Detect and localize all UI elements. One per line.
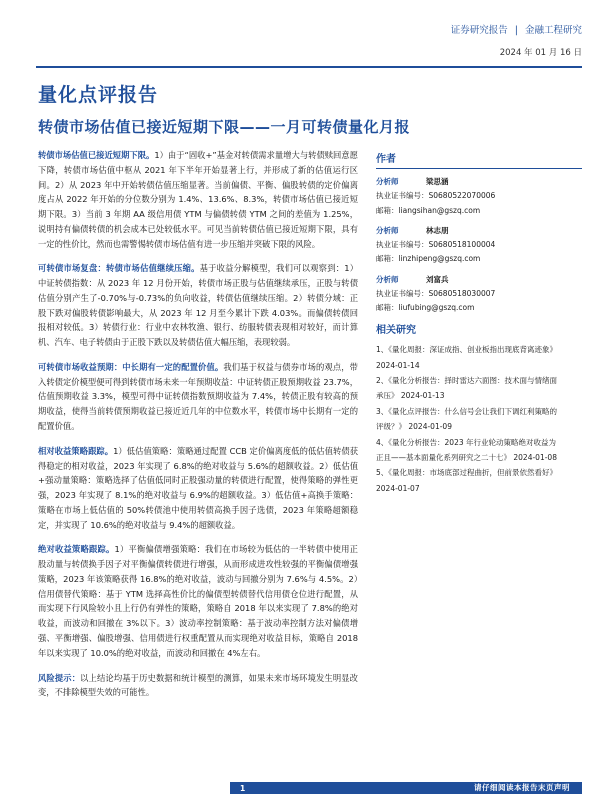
- analyst-card: [376, 175, 582, 218]
- sidebar: [376, 150, 582, 496]
- header-category-research: 证券研究报告: [450, 25, 508, 36]
- email-label: 邮箱：: [376, 205, 399, 215]
- analyst-license: S0680518100004: [428, 240, 496, 249]
- paragraph-valuation: [38, 148, 358, 251]
- analyst-email-row: [376, 252, 582, 266]
- related-research-item[interactable]: 2、《量化分析报告：择时雷达六面图：技术面与情绪面: [376, 376, 558, 385]
- header-categories: [447, 22, 582, 36]
- email-label: 邮箱：: [376, 303, 399, 312]
- related-research-heading: 相关研究: [376, 325, 416, 337]
- analyst-license-row: [376, 287, 582, 301]
- paragraph-risk-warning: [38, 671, 358, 701]
- paragraph-lead: 转债市场估值已接近短期下限。: [38, 150, 155, 160]
- analyst-license-row: [376, 189, 582, 203]
- license-label: 执业证书编号：: [376, 240, 429, 249]
- related-research-item: 正且——基本面量化系列研究之二十七》 2024-01-08: [376, 452, 557, 462]
- paragraph-text: 基于收益分解模型，我们可以观察到：1）中证转债指数：从 2023 年 12 月份开始，转债市场正股与估值继续承压，正股与转债估值分别产生了-0.70%与-0.73%的负向收益，转债估值继续压缩。2）转债分域：正股下跌对偏股转债影响最大，从 2023 年 12 月至今累计下跌 4.03%。而偏债转债回报相对较低。3）转债行业：行业中农林牧渔、银行、纺服转债表现相对较好，而计算机、汽车、电子转债由于正股下跌以及转债估值大幅压缩，表现较弱。: [38, 263, 358, 348]
- report-type: 量化点评报告: [38, 84, 159, 106]
- paragraph-text: 1）低估值策略：策略通过配置 CCB 定价偏离度低的低估值转债获得稳定的相对收益，2023 年实现了 6.8%的绝对收益与 5.6%的超额收益。2）低估值+强动量策略：策略选择了估值低同时正股强动量的转债进行配置，使得策略的弹性更强，2023 年实现了 8.1%的绝对收益与 6.9%的超额收益。3）低估值+高换手策略：策略在市场上低估值的 50%转债池中使用转债高换手因子选债，2023 年策略超额稳定，并实现了 10.6%的绝对收益与 9.4%的超额收益。: [38, 445, 358, 530]
- analyst-email: liangsihan@gszq.com: [398, 205, 481, 215]
- analyst-card: [376, 273, 582, 316]
- paragraph-text: 我们基于权益与债券市场的观点，带入转债定价模型便可得到转债市场未来一年预期收益：中证转债正股预期收益 23.7%，估值预期收益 3.3%，模型可得中证转债指数预期收益为 7.4%，转债正股有较高的预期收益，使得当前转债预期收益已接近近几年的中位数水平，转债市场中长期有一定的配置价值。: [38, 361, 358, 432]
- related-research-list: [376, 342, 582, 496]
- paragraph-text: 1）平衡偏债增强策略：我们在市场较为低估的一半转债中使用正股动量与转债换手因子对平衡偏债转债进行增强，从而形成进攻性较强的平衡偏债增强策略，2023 年该策略获得 16.8%的绝对收益，波动与回撤分别为 7.6%与 4.5%。2）信用债替代策略：基于 YTM 选择高性价比的偏债型转债替代信用债仓位进行配置，从而实现下行风险较小且上行仍有弹性的策略，策略自 2018 年以来实现了 7.8%的绝对收益，而波动和回撤在 3%以下。3）波动率控制策略：基于波动率控制方法对偏债增强、平衡增强、偏股增强、信用债进行权重配置从而实现绝对收益目标，策略自 2018 年以来实现了 10.0%的绝对收益，而波动和回撤在 4%左右。: [38, 544, 358, 658]
- analyst-name: 刘富兵: [426, 274, 449, 284]
- analyst-name-row: [376, 273, 582, 287]
- analyst-name-row: [376, 175, 582, 189]
- paragraph-return-forecast: [38, 360, 358, 434]
- page-footer: [0, 776, 600, 800]
- page-number: 1: [240, 784, 246, 793]
- related-research-item: 评级？》 2024-01-09: [376, 422, 452, 432]
- related-research-item[interactable]: 1、《量化周报：深证成指、创业板指出现底背离迹象》: [376, 345, 558, 355]
- summary-body: [38, 148, 358, 700]
- analyst-license: S0680518030007: [428, 288, 496, 298]
- authors-heading: 作者: [376, 150, 582, 169]
- paragraph-lead: 绝对收益策略跟踪。: [38, 544, 115, 555]
- related-research-item: 承压》 2024-01-13: [376, 391, 445, 401]
- paragraph-text: 1）由于“固收+”基金对转债需求量增大与转债赎回意愿下降，转债市场估值中枢从 2021 年下半年开始显著上行，并形成了新的估值运行区间。2）从 2023 年中开始转债估值压缩显著。当前偏债、平衡、偏股转债的定价偏离度占从 2022 年开始的分位数分别为 1.4%、13.6%、8.3%，转债市场估值已接近短期下限。3）当前 3 年期 AA 级信用债 YTM 与偏债转债 YTM 之间的差值为 1.25%，说明持有偏债转债的机会成本已处较低水平。可见当前转债估值已接近短期下限，具有一定的性价比，然而也需警惕转债市场估值有进一步压缩并突破下限的风险。: [38, 150, 358, 249]
- related-research-item: 2024-01-14: [376, 360, 420, 370]
- related-research-item[interactable]: 4、《量化分析报告：2023 年行业轮动策略绝对收益为: [376, 437, 556, 447]
- email-label: 邮箱：: [376, 254, 399, 264]
- paragraph-lead: 可转债市场复盘：转债市场估值继续压缩。: [38, 263, 200, 274]
- paragraph-text: 以上结论均基于历史数据和统计模型的测算，如果未来市场环境发生明显改变，不排除模型失效的可能性。: [38, 672, 358, 698]
- license-label: 执业证书编号：: [376, 191, 429, 201]
- analyst-email: liufubing@gszq.com: [398, 303, 475, 312]
- related-research-item[interactable]: 3、《量化点评报告：什么信号会让我们下调红利策略的: [376, 406, 558, 416]
- analyst-email-row: [376, 301, 582, 315]
- report-header: [447, 22, 582, 58]
- analyst-email: linzhipeng@gszq.com: [398, 254, 481, 264]
- analyst-email-row: [376, 204, 582, 218]
- paragraph-relative-strategy: [38, 444, 358, 533]
- header-category-quant: 金融工程研究: [524, 25, 582, 36]
- analyst-role: 分析师: [376, 177, 399, 186]
- header-rule: [36, 66, 582, 68]
- paragraph-lead: 可转债市场收益预期：中长期有一定的配置价值。: [38, 361, 224, 372]
- header-separator: |: [514, 25, 518, 36]
- analyst-license: S0680522070006: [428, 191, 496, 201]
- related-research-item: 2024-01-07: [376, 483, 420, 493]
- page-title: 转债市场估值已接近短期下限——一月可转债量化月报: [38, 118, 411, 136]
- paragraph-absolute-strategy: [38, 542, 358, 660]
- footer-disclaimer: 请仔细阅读本报告末页声明: [474, 783, 570, 792]
- analyst-license-row: [376, 238, 582, 252]
- paragraph-lead: 风险提示：: [38, 672, 81, 683]
- analyst-card: [376, 224, 582, 267]
- analyst-role: 分析师: [376, 274, 399, 284]
- paragraph-lead: 相对收益策略跟踪。: [38, 445, 114, 456]
- license-label: 执业证书编号：: [376, 288, 429, 298]
- report-date: 2024 年 01 月 16 日: [499, 48, 582, 58]
- analyst-name-row: [376, 224, 582, 238]
- analyst-name: 梁思涵: [426, 177, 449, 186]
- related-research-item[interactable]: 5、《量化周报：市场底部过程曲折，但前景依然看好》: [376, 468, 558, 478]
- analyst-role: 分析师: [376, 225, 399, 235]
- paragraph-market-review: [38, 261, 358, 350]
- analyst-name: 林志朋: [426, 225, 449, 235]
